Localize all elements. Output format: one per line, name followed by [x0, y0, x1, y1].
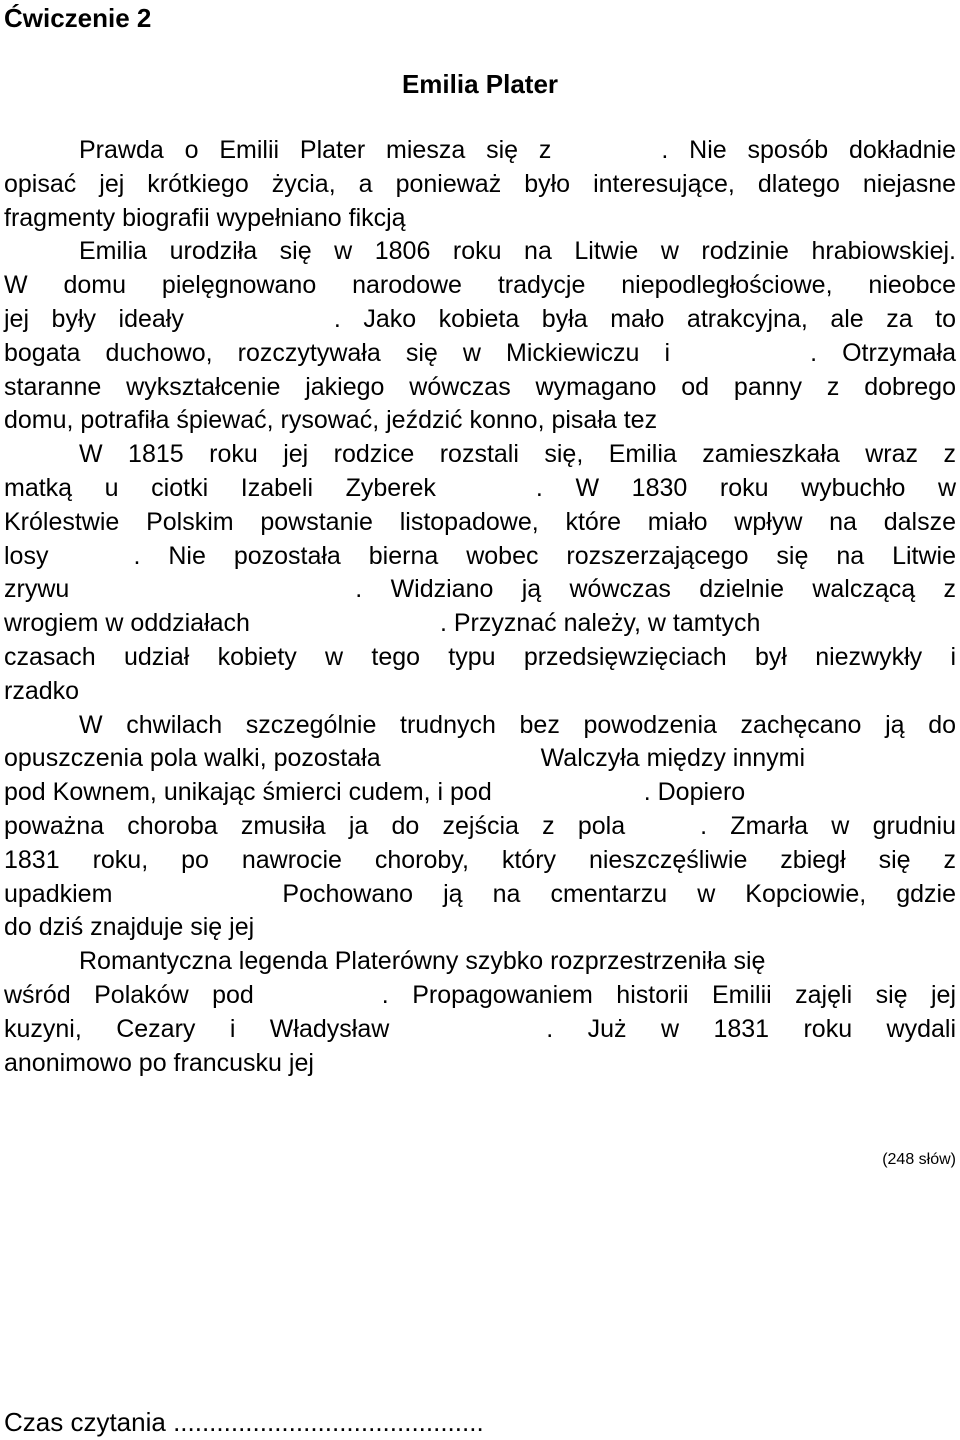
- text-segment: matką u ciotki Izabeli Zyberek: [4, 473, 436, 502]
- text-line: do dziś znajduje się jej: [4, 913, 255, 942]
- text-segment: losy: [4, 541, 49, 570]
- text-segment: zrywu: [4, 575, 70, 604]
- text-line: [4, 607, 956, 641]
- text-segment: . Już w 1831 roku wydali: [546, 1014, 956, 1043]
- text-line: W domu pielęgnowano narodowe tradycje niepodległościowe, nieobce: [4, 271, 956, 300]
- reading-passage: [4, 134, 956, 1080]
- text-segment: . Nie sposób dokładnie: [661, 136, 956, 164]
- text-segment: . Zmarła w grudniu: [700, 811, 956, 840]
- exercise-heading: Ćwiczenie 2: [4, 3, 152, 33]
- text-line: 1831 roku, po nawrocie choroby, który nieszczęśliwie zbiegł się z: [4, 845, 956, 874]
- text-segment: . Otrzymała: [810, 338, 957, 367]
- text-segment: . Nie pozostała bierna wobec rozszerzającego się na Litwie: [133, 541, 956, 570]
- text-line: opisać jej krótkiego życia, a ponieważ było interesujące, dlatego niejasne: [4, 169, 956, 198]
- text-line: Królestwie Polskim powstanie listopadowe, które miało wpływ na dalsze: [4, 507, 956, 536]
- text-line: [4, 540, 956, 574]
- text-line: rzadko: [4, 676, 80, 705]
- title-text: Emilia Plater: [401, 69, 559, 99]
- text-line: [4, 573, 956, 607]
- text-segment: kuzyni, Cezary i Władysław: [4, 1014, 390, 1043]
- text-line: [4, 742, 956, 776]
- text-segment: pod Kownem, unikając śmierci cudem, i pod: [4, 778, 492, 807]
- text-line: [4, 337, 956, 371]
- text-segment: wrogiem w oddziałach: [4, 609, 250, 638]
- text-line: fragmenty biografii wypełniano fikcją: [4, 203, 406, 232]
- text-segment: . Widziano ją wówczas dzielnie walczącą z: [355, 575, 956, 604]
- text-line: [4, 979, 956, 1013]
- text-line: staranne wykształcenie jakiego wówczas wymagano od panny z dobrego: [4, 372, 956, 401]
- text-segment: upadkiem: [4, 879, 113, 908]
- text-line: [4, 1013, 956, 1047]
- text-segment: . W 1830 roku wybuchło w: [535, 473, 956, 502]
- text-line: czasach udział kobiety w tego typu przedsięwzięciach był niezwykły i: [4, 642, 956, 671]
- text-line: anonimowo po francusku jej: [4, 1048, 314, 1077]
- text-line: domu, potrafiła śpiewać, rysować, jeździć konno, pisała tez: [4, 406, 658, 435]
- text-line: Emilia urodziła się w 1806 roku na Litwie w rodzinie hrabiowskiej.: [79, 237, 956, 266]
- document-title: [0, 67, 960, 101]
- text-line: [4, 776, 956, 810]
- text-segment: bogata duchowo, rozczytywała się w Mickiewiczu i: [4, 338, 671, 367]
- text-line: [4, 810, 956, 844]
- text-line: W 1815 roku jej rodzice rozstali się, Emilia zamieszkała wraz z: [79, 440, 956, 469]
- text-segment: wśród Polaków pod: [4, 980, 254, 1009]
- text-segment: opuszczenia pola walki, pozostała: [4, 744, 381, 773]
- text-segment: Pochowano ją na cmentarzu w Kopciowie, gdzie: [282, 879, 956, 908]
- text-segment: poważna choroba zmusiła ja do zejścia z pola: [4, 811, 626, 840]
- text-segment: Prawda o Emilii Plater miesza się z: [79, 136, 552, 164]
- text-segment: . Przyznać należy, w tamtych: [439, 609, 761, 638]
- text-segment: . Propagowaniem historii Emilii zajęli się jej: [381, 980, 956, 1009]
- text-segment: . Dopiero: [643, 778, 746, 807]
- text-line: [4, 472, 956, 506]
- reading-time-field: Czas czytania ...........................................: [4, 1407, 484, 1437]
- text-segment: Walczyła między innymi: [540, 744, 806, 773]
- text-line: W chwilach szczególnie trudnych bez powodzenia zachęcano ją do: [79, 710, 956, 739]
- text-line: [4, 878, 956, 912]
- text-segment: jej były ideały: [4, 304, 184, 333]
- text-line: Romantyczna legenda Platerówny szybko rozprzestrzeniła się: [79, 947, 766, 976]
- text-segment: . Jako kobieta była mało atrakcyjna, ale za to: [333, 304, 956, 333]
- word-count: (248 słów): [882, 1151, 956, 1168]
- text-line: [4, 134, 956, 168]
- text-line: [4, 303, 956, 337]
